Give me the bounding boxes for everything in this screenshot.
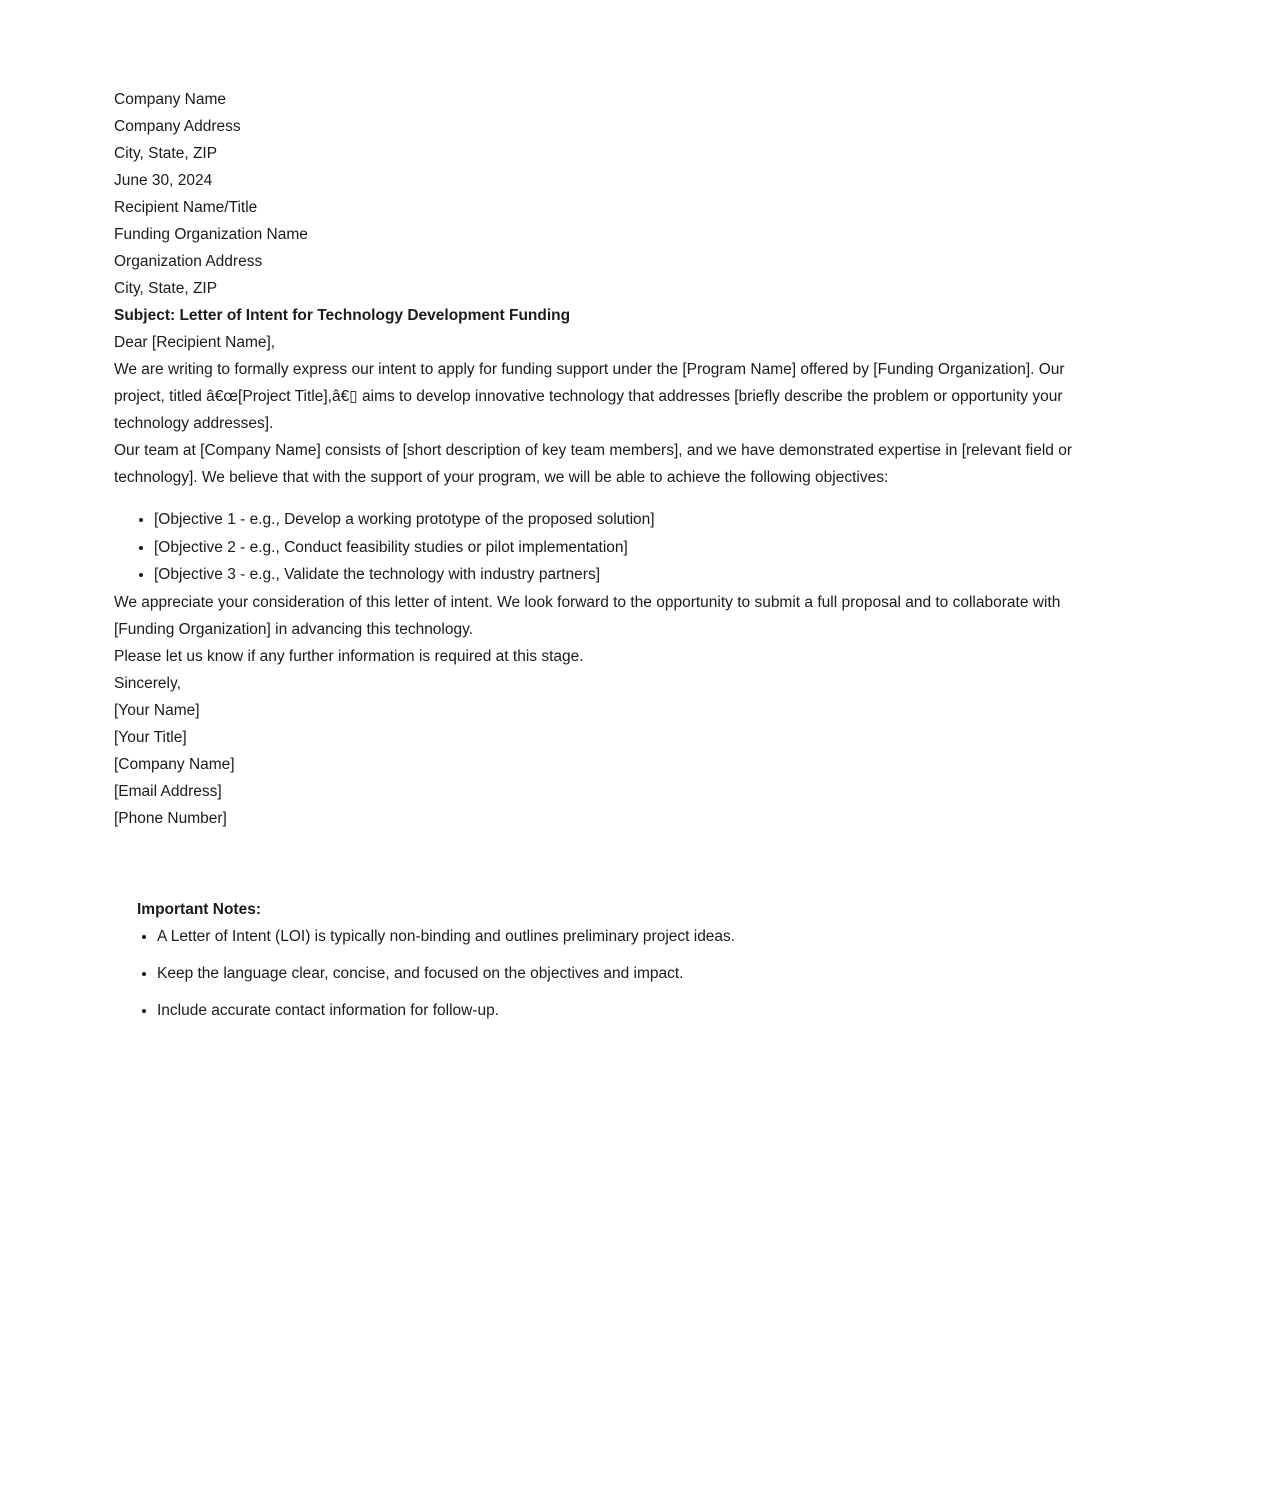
objective-item-2: • [Objective 2 - e.g., Conduct feasibility studies or pilot implementation] [154,534,1113,562]
closing-line: Sincerely, [114,674,181,692]
important-notes-heading: Important Notes: [137,900,261,918]
signature-line-title: [Your Title] [114,728,187,746]
signature-block [114,697,1113,832]
recipient-line-address: Organization Address [114,253,263,270]
note-item-2: • Keep the language clear, concise, and focused on the objectives and impact. [157,960,1113,987]
objective-item-1: • [Objective 1 - e.g., Develop a working prototype of the proposed solution] [154,506,1113,534]
date-line: June 30, 2024 [114,172,213,189]
sender-line-city-state-zip: City, State, ZIP [114,145,218,162]
note-item-3: • Include accurate contact information for follow-up. [157,997,1113,1024]
paragraph-followup: Please let us know if any further information is required at this stage. [114,647,584,665]
objective-item-3: • [Objective 3 - e.g., Validate the technology with industry partners] [154,561,1113,589]
signature-line-phone: [Phone Number] [114,809,227,827]
sender-address-block [114,86,1113,167]
paragraph-team: Our team at [Company Name] consists of [short description of key team members], and we have demonstrated expertise in [relevant field or technology]. We believe that with the support of your program, we will be able to achieve the following objectives: [114,442,1072,486]
important-notes-list [137,923,1113,1024]
sender-line-company-address: Company Address [114,118,241,135]
objectives-list [114,506,1113,589]
salutation: Dear [Recipient Name], [114,334,276,351]
important-notes-section [137,896,1113,1034]
paragraph-appreciation: We appreciate your consideration of this letter of intent. We look forward to the opportunity to submit a full proposal and to collaborate with [Funding Organization] in advancing this technology. [114,593,1061,638]
signature-line-name: [Your Name] [114,701,200,719]
note-item-1: • A Letter of Intent (LOI) is typically non-binding and outlines preliminary project ideas. [157,923,1113,950]
recipient-address-block [114,194,1113,302]
subject-line: Subject: Letter of Intent for Technology Development Funding [114,307,571,324]
recipient-line-organization: Funding Organization Name [114,226,308,243]
signature-line-email: [Email Address] [114,782,222,800]
recipient-line-name-title: Recipient Name/Title [114,199,258,216]
paragraph-intent: We are writing to formally express our intent to apply for funding support under the [Program Name] offered by [Funding Organization]. Our project, titled â€œ[Project Title],â€▯ aims to develop innovative technology that addresses [briefly describe the problem or opportunity your technology addresses]. [114,361,1065,432]
sender-line-company-name: Company Name [114,91,226,108]
signature-line-company: [Company Name] [114,755,235,773]
recipient-line-city-state-zip: City, State, ZIP [114,280,218,297]
